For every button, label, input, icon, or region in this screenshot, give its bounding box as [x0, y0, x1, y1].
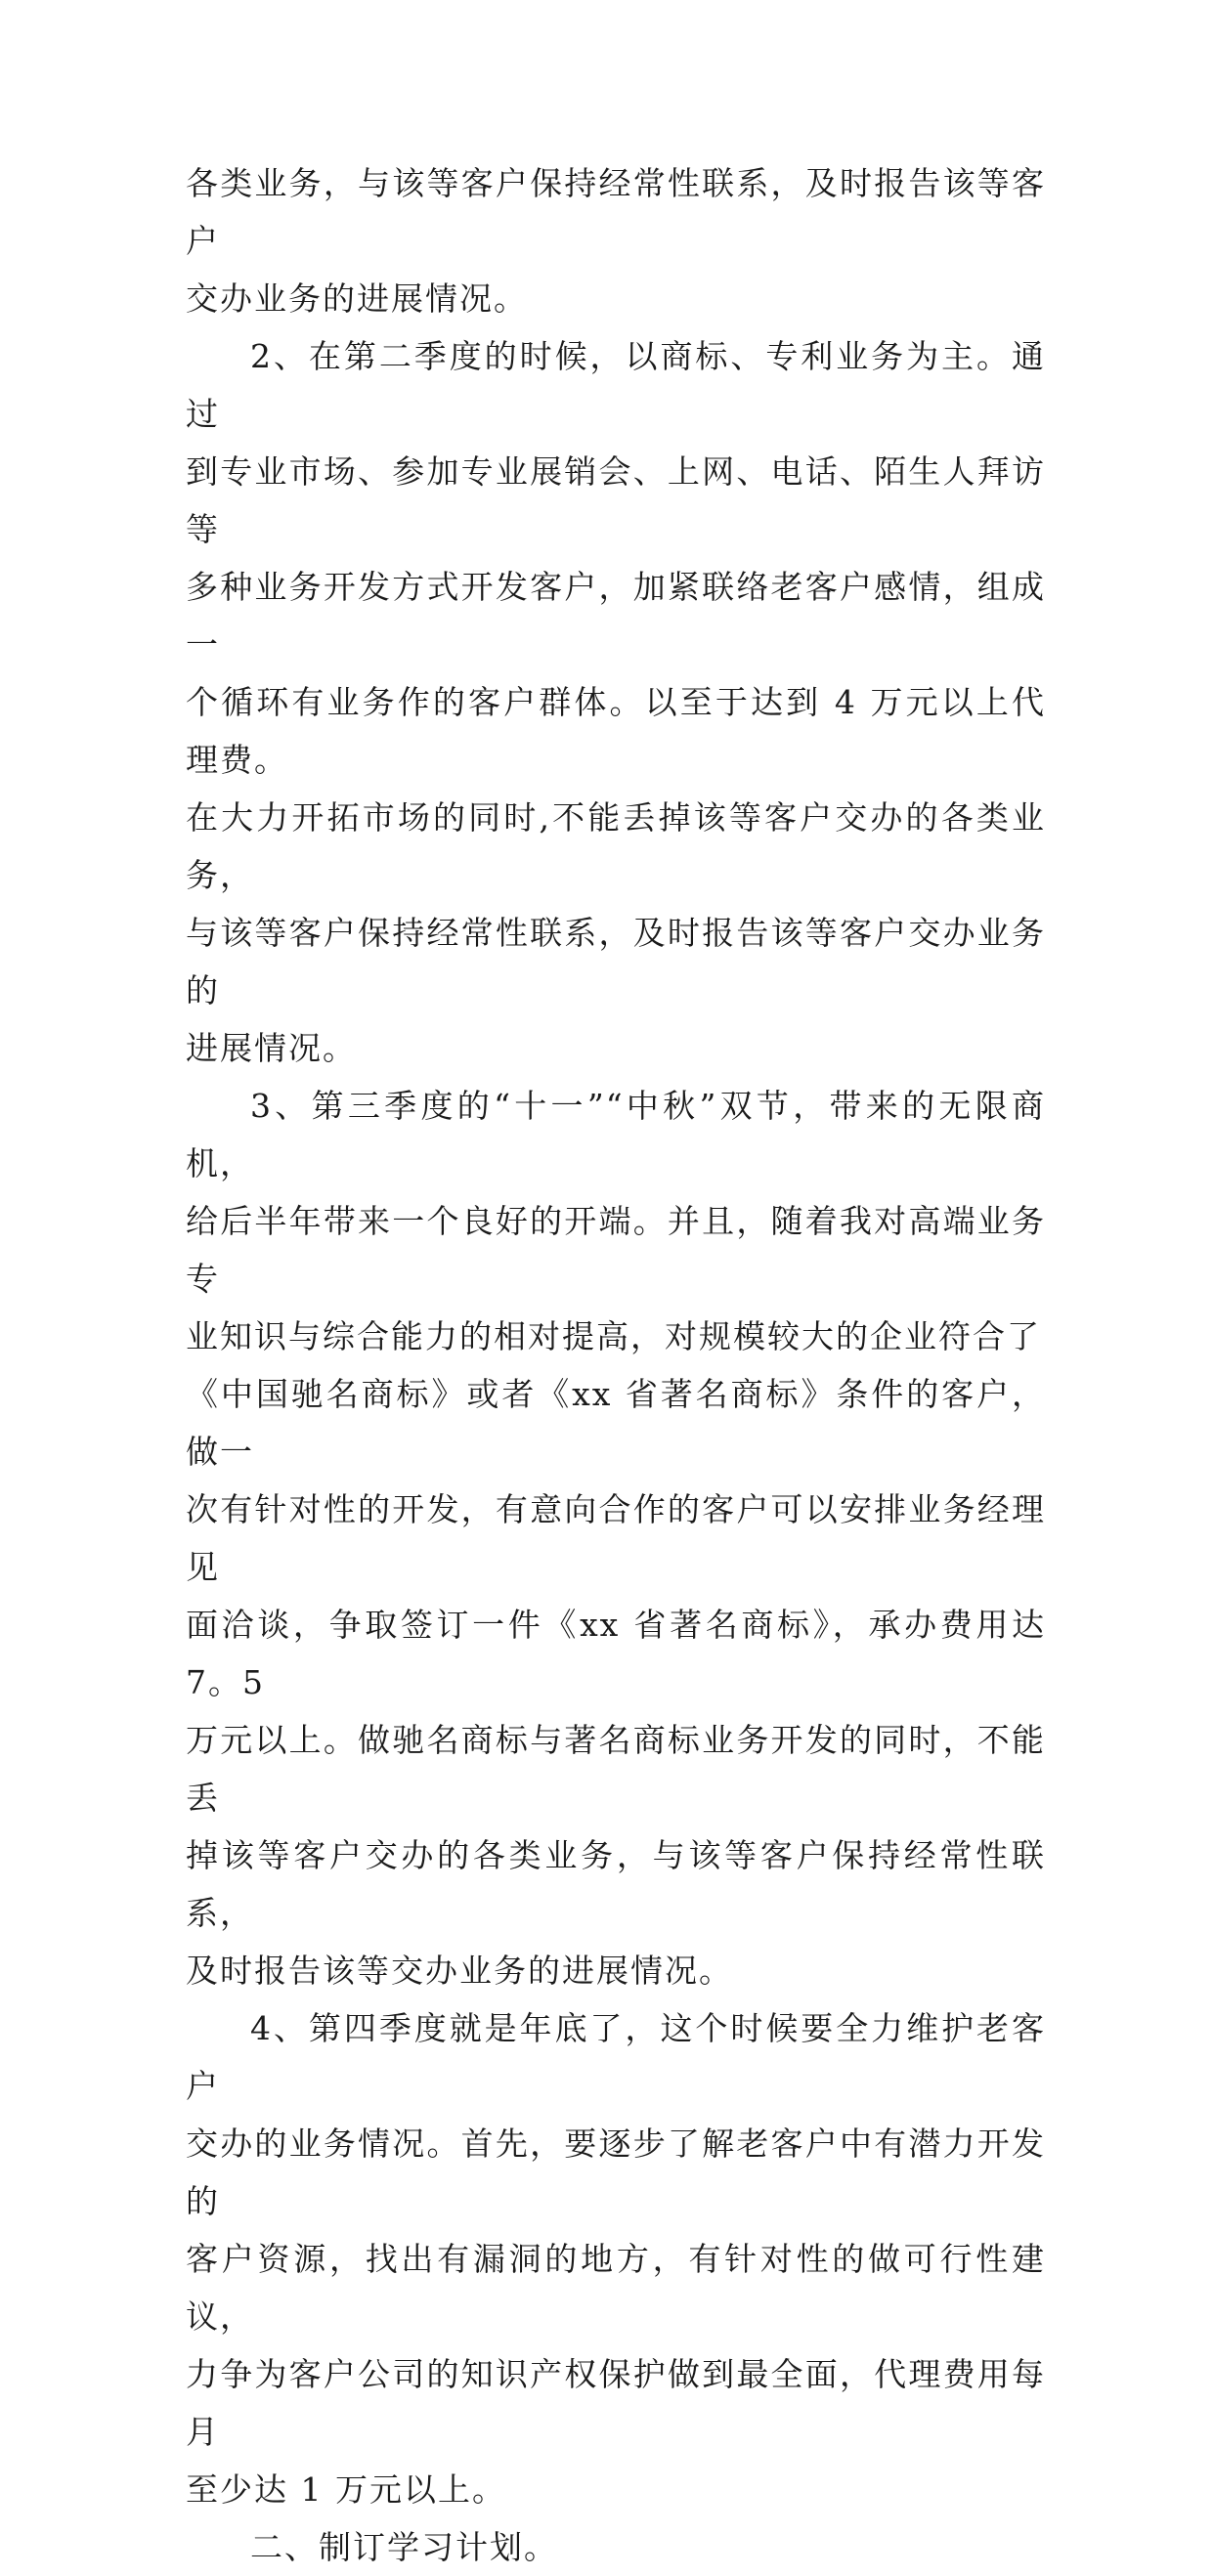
- text-line: 掉该等客户交办的各类业务，与该等客户保持经常性联系，: [186, 1836, 1046, 1932]
- text-line: 交办的业务情况。首先，要逐步了解老客户中有潜力开发的: [186, 2125, 1046, 2220]
- text-line: 多种业务开发方式开发客户，加紧联络老客户感情，组成一: [186, 568, 1046, 664]
- text-line: 面洽谈，争取签订一件《xx 省著名商标》，承办费用达 7。5: [186, 1606, 1046, 1701]
- paragraph-5: [186, 2518, 1046, 2576]
- text-line: 给后半年带来一个良好的开端。并且，随着我对高端业务专: [186, 1202, 1046, 1298]
- text-line: 交办业务的进展情况。: [186, 279, 528, 318]
- text-line: 次有针对性的开发，有意向合作的客户可以安排业务经理见: [186, 1490, 1046, 1586]
- text-line: 4、第四季度就是年底了，这个时候要全力维护老客户: [186, 2009, 1046, 2105]
- paragraph-2: [186, 327, 1046, 1077]
- text-line: 万元以上。做驰名商标与著名商标业务开发的同时，不能丢: [186, 1721, 1046, 1817]
- text-line: 个循环有业务作的客户群体。以至于达到 4 万元以上代理费。: [186, 683, 1046, 779]
- text-line: 2、在第二季度的时候，以商标、专利业务为主。通过: [186, 337, 1046, 433]
- text-line: 及时报告该等交办业务的进展情况。: [186, 1952, 733, 1990]
- paragraph-1: [186, 154, 1046, 327]
- paragraph-4: [186, 1999, 1046, 2518]
- text-line: 力争为客户公司的知识产权保护做到最全面，代理费用每月: [186, 2355, 1046, 2451]
- text-line: 至少达 1 万元以上。: [186, 2470, 506, 2509]
- document-body: [186, 154, 1046, 2576]
- text-line: 《中国驰名商标》或者《xx 省著名商标》条件的客户，做一: [186, 1375, 1046, 1471]
- text-line: 各类业务，与该等客户保持经常性联系，及时报告该等客户: [186, 164, 1046, 260]
- text-line: 客户资源，找出有漏洞的地方，有针对性的做可行性建议，: [186, 2240, 1046, 2336]
- text-line: 与该等客户保持经常性联系，及时报告该等客户交办业务的: [186, 914, 1046, 1009]
- section-heading: 二、制订学习计划。: [250, 2528, 558, 2566]
- text-line: 进展情况。: [186, 1029, 357, 1067]
- text-line: 3、第三季度的“十一”“中秋”双节，带来的无限商机，: [186, 1087, 1046, 1182]
- text-line: 到专业市场、参加专业展销会、上网、电话、陌生人拜访等: [186, 452, 1046, 548]
- text-line: 业知识与综合能力的相对提高，对规模较大的企业符合了: [186, 1317, 1041, 1355]
- text-line: 在大力开拓市场的同时,不能丢掉该等客户交办的各类业务，: [186, 798, 1046, 894]
- paragraph-3: [186, 1077, 1046, 1999]
